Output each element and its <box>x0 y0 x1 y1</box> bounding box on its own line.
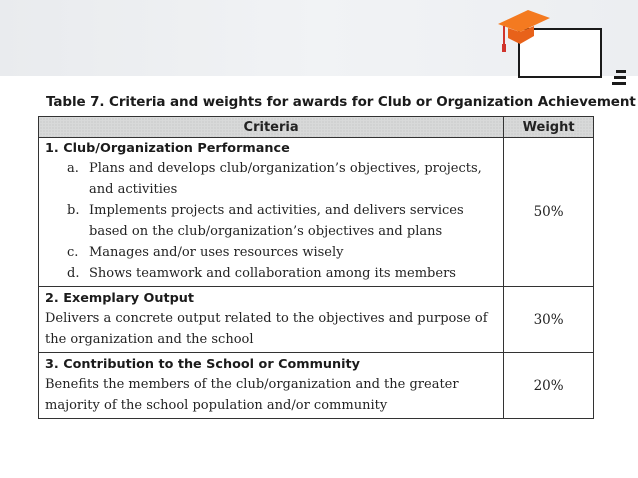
list-item <box>45 263 497 284</box>
item-text: Plans and develops club/organization’s objectives, projects, and activities <box>89 161 482 197</box>
section-description: Benefits the members of the club/organization and the greater majority of the school population and/or community <box>45 377 459 413</box>
header-weight: Weight <box>504 117 594 138</box>
weight-cell: 50% <box>504 138 594 287</box>
item-text: Implements projects and activities, and delivers services based on the club/organization’s objectives and plans <box>89 203 464 239</box>
table-row <box>39 138 594 287</box>
section-title: 1. Club/Organization Performance <box>45 141 290 156</box>
item-letter: b. <box>67 203 80 218</box>
list-item <box>45 200 497 242</box>
list-item <box>45 242 497 263</box>
section-title: 3. Contribution to the School or Community <box>45 357 360 372</box>
weight-cell: 20% <box>504 353 594 419</box>
table-caption: Table 7. Criteria and weights for awards for Club or Organization Achievement <box>46 94 636 110</box>
table-row <box>39 353 594 419</box>
item-text: Manages and/or uses resources wisely <box>89 245 344 260</box>
table-header-row <box>39 117 594 138</box>
header-criteria: Criteria <box>39 117 504 138</box>
criteria-cell <box>39 138 504 287</box>
item-letter: c. <box>67 245 79 260</box>
criteria-cell <box>39 287 504 353</box>
table-row <box>39 287 594 353</box>
section-title: 2. Exemplary Output <box>45 291 195 306</box>
graduation-cap-icon <box>490 4 560 60</box>
logo <box>490 4 610 90</box>
criteria-table <box>38 116 594 419</box>
weight-cell: 30% <box>504 287 594 353</box>
list-item <box>45 158 497 200</box>
item-text: Shows teamwork and collaboration among its members <box>89 266 456 281</box>
corner-mark <box>612 70 626 90</box>
item-letter: a. <box>67 161 79 176</box>
section-description: Delivers a concrete output related to the objectives and purpose of the organization and the school <box>45 311 488 347</box>
criteria-cell <box>39 353 504 419</box>
item-letter: d. <box>67 266 80 281</box>
